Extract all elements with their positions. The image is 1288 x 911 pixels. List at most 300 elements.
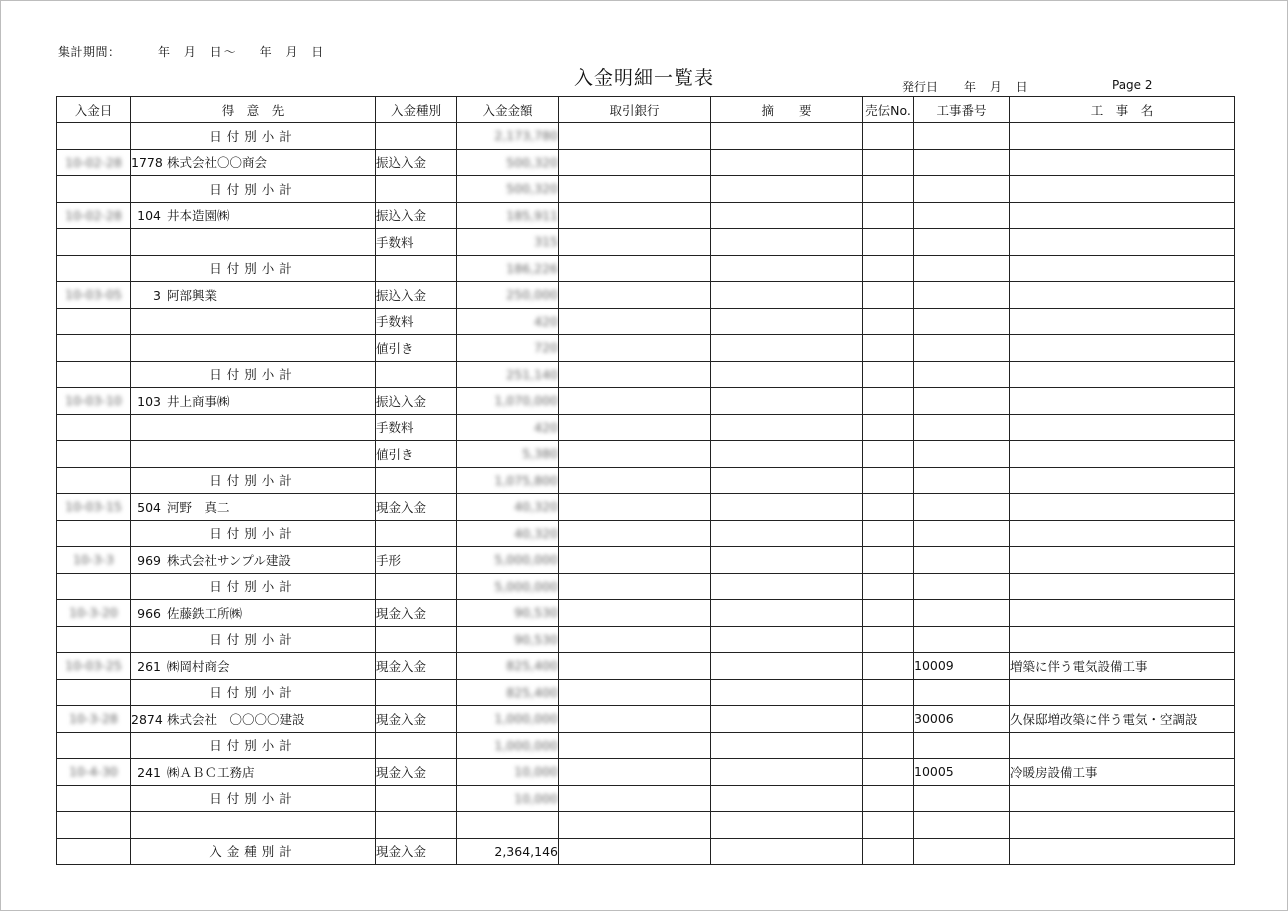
cell-date — [57, 441, 131, 468]
cell-customer — [131, 467, 376, 494]
cell-customer — [131, 229, 376, 256]
cell-summary — [711, 361, 863, 388]
cell-date — [57, 520, 131, 547]
cell-customer — [131, 759, 376, 786]
subtotal-row — [57, 123, 1235, 150]
cell-customer — [131, 838, 376, 865]
cell-customer — [131, 388, 376, 415]
cell-payment-type: 値引き — [376, 441, 457, 468]
customer-code: 241 — [137, 764, 161, 780]
cell-summary — [711, 308, 863, 335]
cell-amount — [457, 573, 559, 600]
cell-payment-type — [376, 573, 457, 600]
cell-work-no: 30006 — [914, 706, 1010, 733]
cell-summary — [711, 573, 863, 600]
cell-bank — [559, 573, 711, 600]
cell-customer — [131, 123, 376, 150]
cell-work-no — [914, 202, 1010, 229]
cell-bank — [559, 732, 711, 759]
amount-value: 5,000,000 — [494, 578, 558, 594]
subtotal-label: 日付別小計 — [209, 261, 297, 277]
cell-date — [57, 573, 131, 600]
amount-value: 1,070,000 — [494, 393, 558, 409]
date-value: 10-02-28 — [65, 154, 122, 170]
cell-work-no — [914, 547, 1010, 574]
cell-bank — [559, 838, 711, 865]
amount-value: 10,000 — [514, 790, 558, 806]
cell-customer — [131, 441, 376, 468]
cell-date — [57, 255, 131, 282]
cell-bank — [559, 335, 711, 362]
cell-work-no — [914, 176, 1010, 203]
date-value: 10-03-25 — [65, 658, 122, 674]
cell-work-name — [1010, 838, 1235, 865]
cell-work-name — [1010, 335, 1235, 362]
cell-amount — [457, 520, 559, 547]
cell-work-no — [914, 838, 1010, 865]
table-row — [57, 812, 1235, 839]
cell-payment-type: 手数料 — [376, 308, 457, 335]
cell-slip-no — [863, 785, 914, 812]
table-row — [57, 229, 1235, 256]
col-header-summary: 摘 要 — [711, 97, 863, 123]
amount-value: 90,530 — [514, 631, 558, 647]
cell-slip-no — [863, 838, 914, 865]
cell-customer — [131, 414, 376, 441]
cell-summary — [711, 838, 863, 865]
subtotal-label: 日付別小計 — [209, 738, 297, 754]
cell-payment-type: 振込入金 — [376, 388, 457, 415]
customer-code: 3 — [153, 287, 161, 303]
customer-code: 2874 — [131, 711, 163, 727]
cell-slip-no — [863, 812, 914, 839]
amount-value: 186,226 — [506, 260, 558, 276]
amount-value: 90,530 — [514, 605, 558, 621]
amount-value: 5,380 — [522, 446, 558, 462]
cell-payment-type: 現金入金 — [376, 494, 457, 521]
cell-summary — [711, 388, 863, 415]
table-row — [57, 202, 1235, 229]
cell-work-no — [914, 361, 1010, 388]
date-value: 10-3-20 — [69, 605, 118, 621]
page-number: Page 2 — [1112, 78, 1153, 92]
cell-work-name — [1010, 282, 1235, 309]
cell-bank — [559, 759, 711, 786]
subtotal-label: 日付別小計 — [209, 579, 297, 595]
cell-work-name — [1010, 547, 1235, 574]
cell-date — [57, 679, 131, 706]
cell-bank — [559, 679, 711, 706]
customer-code: 504 — [137, 499, 161, 515]
cell-bank — [559, 361, 711, 388]
cell-bank — [559, 441, 711, 468]
cell-summary — [711, 653, 863, 680]
amount-value: 1,000,000 — [494, 737, 558, 753]
amount-value: 185,911 — [506, 207, 558, 223]
cell-payment-type: 手形 — [376, 547, 457, 574]
cell-summary — [711, 494, 863, 521]
amount-value: 500,320 — [506, 181, 558, 197]
cell-bank — [559, 494, 711, 521]
date-value: 10-02-28 — [65, 207, 122, 223]
cell-slip-no — [863, 255, 914, 282]
cell-payment-type — [376, 812, 457, 839]
cell-slip-no — [863, 123, 914, 150]
subtotal-label: 日付別小計 — [209, 685, 297, 701]
customer-code: 1778 — [131, 155, 163, 171]
cell-customer — [131, 176, 376, 203]
cell-date — [57, 838, 131, 865]
cell-amount — [457, 732, 559, 759]
cell-date — [57, 494, 131, 521]
cell-work-no — [914, 467, 1010, 494]
cell-amount — [457, 202, 559, 229]
table-row — [57, 388, 1235, 415]
cell-bank — [559, 467, 711, 494]
cell-date — [57, 732, 131, 759]
date-value: 10-03-15 — [65, 499, 122, 515]
cell-slip-no — [863, 335, 914, 362]
cell-customer — [131, 255, 376, 282]
cell-customer — [131, 706, 376, 733]
cell-date — [57, 388, 131, 415]
subtotal-row — [57, 176, 1235, 203]
cell-amount — [457, 653, 559, 680]
cell-work-name — [1010, 467, 1235, 494]
cell-slip-no — [863, 388, 914, 415]
amount-value: 420 — [534, 313, 558, 329]
cell-work-no — [914, 414, 1010, 441]
customer-code: 966 — [137, 605, 161, 621]
cell-work-no: 10009 — [914, 653, 1010, 680]
cell-amount — [457, 441, 559, 468]
amount-value: 500,320 — [506, 154, 558, 170]
cell-amount — [457, 282, 559, 309]
cell-work-name — [1010, 255, 1235, 282]
cell-work-name — [1010, 149, 1235, 176]
cell-amount — [457, 229, 559, 256]
payment-ledger-table — [56, 96, 1235, 865]
cell-bank — [559, 600, 711, 627]
issue-date-block — [902, 78, 1030, 95]
cell-summary — [711, 467, 863, 494]
table-row — [57, 414, 1235, 441]
cell-slip-no — [863, 626, 914, 653]
cell-slip-no — [863, 202, 914, 229]
subtotal-row — [57, 520, 1235, 547]
table-row — [57, 547, 1235, 574]
cell-work-no — [914, 812, 1010, 839]
cell-payment-type — [376, 255, 457, 282]
cell-work-no — [914, 282, 1010, 309]
cell-slip-no — [863, 441, 914, 468]
amount-value: 40,320 — [514, 499, 558, 515]
cell-work-no — [914, 229, 1010, 256]
cell-customer — [131, 626, 376, 653]
report-title: 入金明細一覧表 — [573, 67, 714, 89]
cell-work-no — [914, 785, 1010, 812]
cell-payment-type: 振込入金 — [376, 149, 457, 176]
cell-payment-type: 現金入金 — [376, 838, 457, 865]
cell-payment-type: 現金入金 — [376, 759, 457, 786]
cell-payment-type — [376, 785, 457, 812]
customer-name: 井上商事㈱ — [167, 393, 230, 409]
cell-summary — [711, 202, 863, 229]
col-header-type: 入金種別 — [376, 97, 457, 123]
cell-summary — [711, 785, 863, 812]
table-row — [57, 706, 1235, 733]
subtotal-label: 日付別小計 — [209, 791, 297, 807]
cell-bank — [559, 547, 711, 574]
table-row — [57, 335, 1235, 362]
customer-code: 104 — [137, 208, 161, 224]
cell-summary — [711, 229, 863, 256]
cell-slip-no — [863, 679, 914, 706]
subtotal-label: 日付別小計 — [209, 181, 297, 197]
cell-work-name — [1010, 732, 1235, 759]
customer-code: 261 — [137, 658, 161, 674]
cell-bank — [559, 706, 711, 733]
cell-payment-type: 現金入金 — [376, 600, 457, 627]
cell-date — [57, 785, 131, 812]
cell-customer — [131, 149, 376, 176]
cell-work-no — [914, 255, 1010, 282]
cell-slip-no — [863, 414, 914, 441]
cell-slip-no — [863, 229, 914, 256]
amount-value: 251,140 — [506, 366, 558, 382]
table-row — [57, 149, 1235, 176]
cell-bank — [559, 653, 711, 680]
date-value: 10-4-30 — [69, 764, 118, 780]
cell-summary — [711, 626, 863, 653]
cell-payment-type — [376, 123, 457, 150]
col-header-amount: 入金金額 — [457, 97, 559, 123]
table-row — [57, 282, 1235, 309]
subtotal-label: 日付別小計 — [209, 128, 297, 144]
cell-work-name — [1010, 441, 1235, 468]
cell-customer — [131, 335, 376, 362]
cell-date — [57, 812, 131, 839]
cell-customer — [131, 573, 376, 600]
cell-amount — [457, 706, 559, 733]
cell-date — [57, 202, 131, 229]
cell-work-name — [1010, 812, 1235, 839]
amount-value: 1,075,800 — [494, 472, 558, 488]
subtotal-row — [57, 361, 1235, 388]
subtotal-label: 入金種別計 — [209, 844, 297, 860]
col-header-customer: 得 意 先 — [131, 97, 376, 123]
cell-slip-no — [863, 547, 914, 574]
cell-bank — [559, 812, 711, 839]
cell-bank — [559, 520, 711, 547]
cell-amount — [457, 123, 559, 150]
amount-value: 2,173,780 — [494, 128, 558, 144]
subtotal-row — [57, 838, 1235, 865]
cell-amount — [457, 149, 559, 176]
cell-customer — [131, 494, 376, 521]
period-label: 集計期間： — [58, 45, 121, 59]
amount-value: 720 — [534, 340, 558, 356]
cell-amount — [457, 255, 559, 282]
cell-customer — [131, 282, 376, 309]
amount-value: 315 — [534, 234, 558, 250]
cell-amount — [457, 600, 559, 627]
cell-amount — [457, 335, 559, 362]
cell-date — [57, 149, 131, 176]
cell-payment-type: 現金入金 — [376, 653, 457, 680]
cell-customer — [131, 202, 376, 229]
cell-work-name — [1010, 229, 1235, 256]
amount-value: 825,400 — [506, 684, 558, 700]
cell-summary — [711, 255, 863, 282]
cell-amount — [457, 308, 559, 335]
subtotal-label: 日付別小計 — [209, 526, 297, 542]
issue-label: 発行日 — [902, 80, 939, 94]
cell-slip-no — [863, 600, 914, 627]
cell-date — [57, 467, 131, 494]
table-row — [57, 441, 1235, 468]
cell-slip-no — [863, 282, 914, 309]
cell-customer — [131, 653, 376, 680]
customer-name: 井本造園㈱ — [167, 208, 230, 224]
amount-value: 420 — [534, 419, 558, 435]
customer-name: ㈱岡村商会 — [167, 658, 230, 674]
cell-work-name — [1010, 414, 1235, 441]
cell-work-no — [914, 388, 1010, 415]
cell-bank — [559, 255, 711, 282]
cell-summary — [711, 176, 863, 203]
date-value: 10-3-28 — [69, 711, 118, 727]
cell-date — [57, 626, 131, 653]
cell-payment-type: 手数料 — [376, 414, 457, 441]
col-header-bank: 取引銀行 — [559, 97, 711, 123]
cell-customer — [131, 361, 376, 388]
cell-date — [57, 229, 131, 256]
cell-work-name — [1010, 388, 1235, 415]
cell-work-name: 冷暖房設備工事 — [1010, 759, 1235, 786]
cell-work-name — [1010, 520, 1235, 547]
cell-summary — [711, 149, 863, 176]
cell-work-name — [1010, 308, 1235, 335]
cell-summary — [711, 123, 863, 150]
cell-amount — [457, 547, 559, 574]
cell-bank — [559, 123, 711, 150]
cell-work-name — [1010, 626, 1235, 653]
cell-work-no — [914, 520, 1010, 547]
cell-date — [57, 282, 131, 309]
cell-payment-type — [376, 626, 457, 653]
cell-bank — [559, 176, 711, 203]
cell-amount — [457, 176, 559, 203]
table-header-row — [57, 97, 1235, 123]
table-row — [57, 600, 1235, 627]
cell-slip-no — [863, 361, 914, 388]
cell-bank — [559, 308, 711, 335]
cell-work-name — [1010, 494, 1235, 521]
customer-name: 河野 真二 — [167, 499, 230, 515]
subtotal-label: 日付別小計 — [209, 632, 297, 648]
col-header-date: 入金日 — [57, 97, 131, 123]
cell-customer — [131, 600, 376, 627]
cell-work-no — [914, 494, 1010, 521]
amount-value: 250,000 — [506, 287, 558, 303]
cell-slip-no — [863, 149, 914, 176]
aggregation-period — [58, 43, 325, 60]
cell-work-no — [914, 600, 1010, 627]
cell-date — [57, 653, 131, 680]
subtotal-row — [57, 573, 1235, 600]
cell-bank — [559, 282, 711, 309]
cell-work-name — [1010, 176, 1235, 203]
table-row — [57, 494, 1235, 521]
customer-name: 株式会社 〇〇〇〇建設 — [167, 711, 305, 727]
cell-payment-type — [376, 679, 457, 706]
cell-date — [57, 706, 131, 733]
cell-slip-no — [863, 732, 914, 759]
cell-date — [57, 759, 131, 786]
cell-work-name — [1010, 202, 1235, 229]
cell-work-name — [1010, 573, 1235, 600]
cell-work-no — [914, 573, 1010, 600]
table-row — [57, 653, 1235, 680]
cell-date — [57, 308, 131, 335]
cell-summary — [711, 414, 863, 441]
cell-date — [57, 361, 131, 388]
cell-bank — [559, 149, 711, 176]
date-value: 10-03-05 — [65, 287, 122, 303]
cell-work-name — [1010, 123, 1235, 150]
cell-work-no — [914, 441, 1010, 468]
cell-summary — [711, 759, 863, 786]
cell-summary — [711, 679, 863, 706]
customer-name: 株式会社サンプル建設 — [167, 552, 291, 568]
cell-slip-no — [863, 759, 914, 786]
customer-name: 株式会社〇〇商会 — [167, 155, 268, 171]
cell-work-no — [914, 335, 1010, 362]
subtotal-row — [57, 732, 1235, 759]
amount-value: 40,320 — [514, 525, 558, 541]
subtotal-row — [57, 255, 1235, 282]
cell-amount — [457, 759, 559, 786]
cell-slip-no — [863, 520, 914, 547]
cell-amount — [457, 785, 559, 812]
date-value: 10-03-10 — [65, 393, 122, 409]
cell-bank — [559, 626, 711, 653]
cell-date — [57, 414, 131, 441]
cell-summary — [711, 732, 863, 759]
cell-work-no: 10005 — [914, 759, 1010, 786]
cell-payment-type — [376, 732, 457, 759]
cell-slip-no — [863, 573, 914, 600]
cell-amount — [457, 467, 559, 494]
cell-payment-type: 現金入金 — [376, 706, 457, 733]
cell-date — [57, 600, 131, 627]
cell-work-no — [914, 308, 1010, 335]
cell-work-name — [1010, 679, 1235, 706]
amount-value: 1,000,000 — [494, 711, 558, 727]
cell-summary — [711, 520, 863, 547]
cell-date — [57, 547, 131, 574]
cell-date — [57, 123, 131, 150]
cell-amount — [457, 812, 559, 839]
customer-code: 103 — [137, 393, 161, 409]
cell-work-name — [1010, 361, 1235, 388]
cell-payment-type: 振込入金 — [376, 202, 457, 229]
cell-work-no — [914, 732, 1010, 759]
cell-slip-no — [863, 308, 914, 335]
period-from: 年 月 日～ — [158, 45, 238, 59]
cell-payment-type — [376, 176, 457, 203]
